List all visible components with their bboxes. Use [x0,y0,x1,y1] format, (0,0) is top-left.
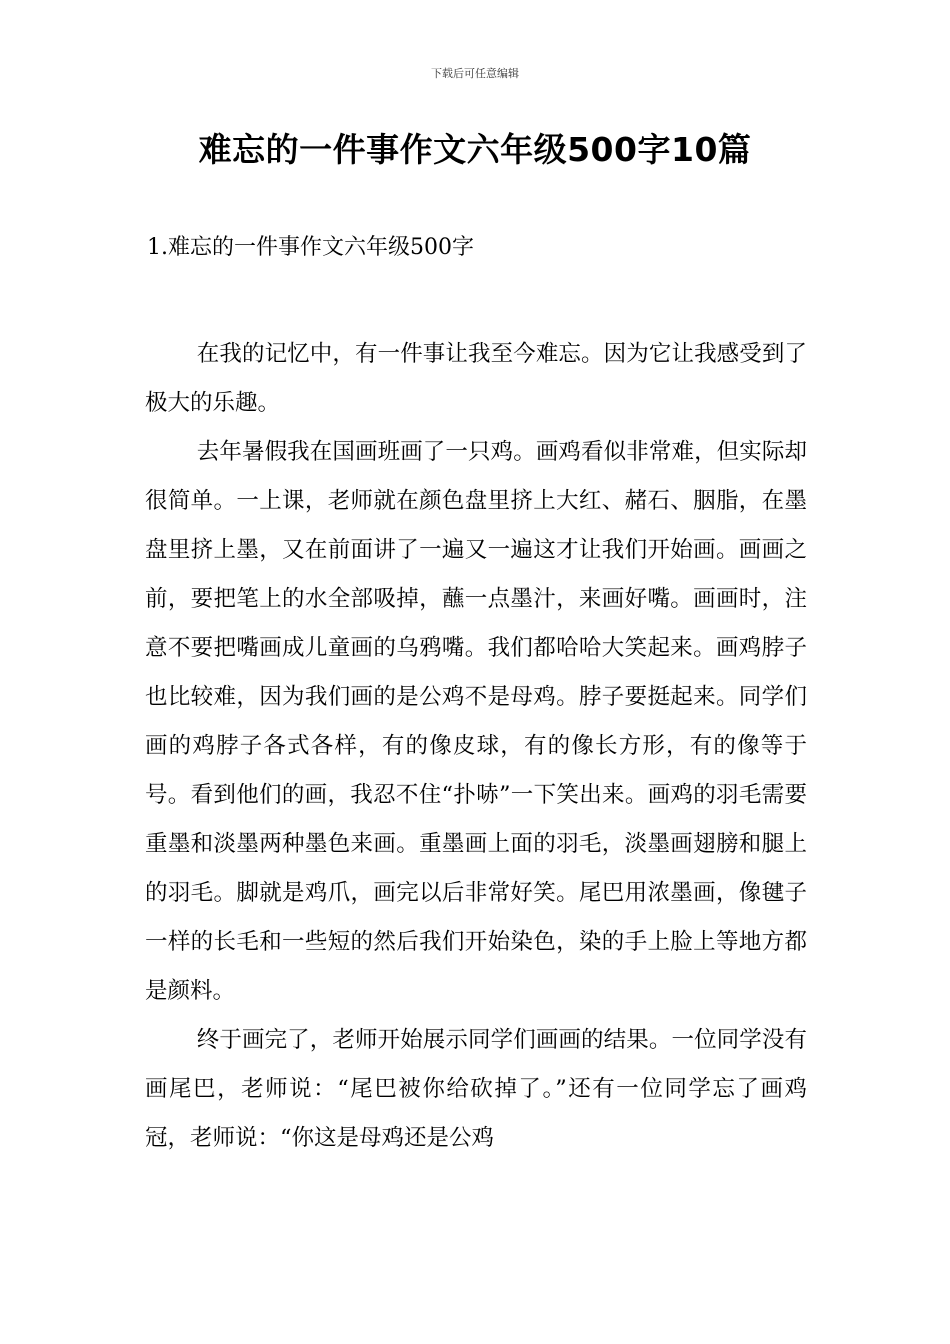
section-body [145,330,807,1163]
header-note: 下载后可任意编辑 [431,67,519,80]
paragraph: 在我的记忆中，有一件事让我至今难忘。因为它让我感受到了极大的乐趣。 [145,341,807,416]
section-heading: 1.难忘的一件事作文六年级500字 [147,235,474,260]
paragraph: 去年暑假我在国画班画了一只鸡。画鸡看似非常难，但实际却很简单。一上课，老师就在颜色盘里挤上大红、赭石、胭脂，在墨盘里挤上墨，又在前面讲了一遍又一遍这才让我们开始画。画画之前，要把笔上的水全部吸掉，蘸一点墨汁，来画好嘴。画画时，注意不要把嘴画成儿童画的乌鸦嘴。我们都哈哈大笑起来。画鸡脖子也比较难，因为我们画的是公鸡不是母鸡。脖子要挺起来。同学们画的鸡脖子各式各样，有的像皮球，有的像长方形，有的像等于号。看到他们的画，我忍不住“扑哧”一下笑出来。画鸡的羽毛需要重墨和淡墨两种墨色来画。重墨画上面的羽毛，淡墨画翅膀和腿上的羽毛。脚就是鸡爪，画完以后非常好笑。尾巴用浓墨画，像毽子一样的长毛和一些短的然后我们开始染色，染的手上脸上等地方都是颜料。 [145,439,807,1004]
paragraph: 终于画完了，老师开始展示同学们画画的结果。一位同学没有画尾巴，老师说：“尾巴被你给砍掉了。”还有一位同学忘了画鸡冠，老师说：“你这是母鸡还是公鸡 [145,1027,807,1151]
document-title: 难忘的一件事作文六年级500字10篇 [198,130,752,169]
